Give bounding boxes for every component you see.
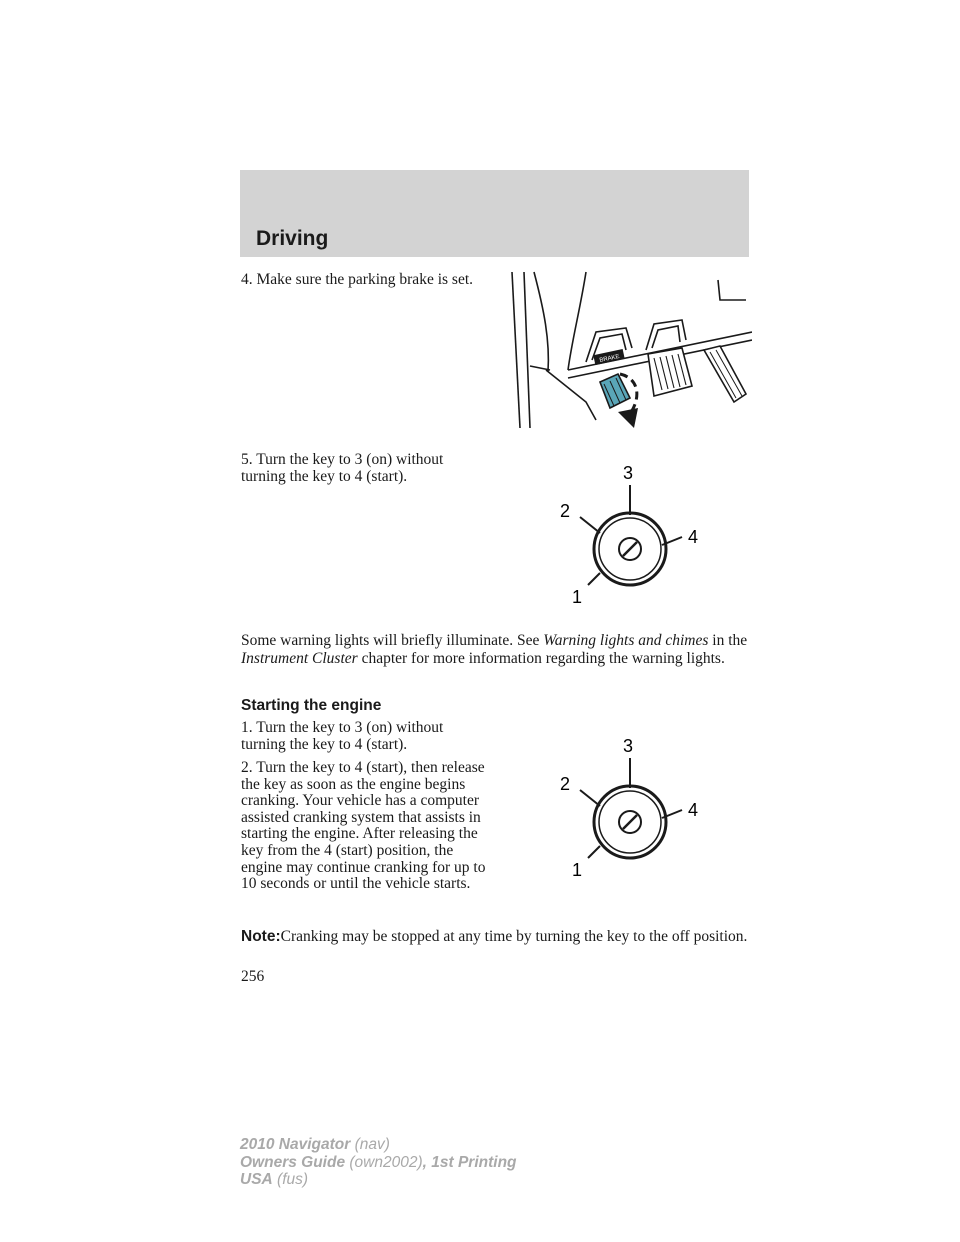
position-4-label: 4 bbox=[688, 527, 699, 547]
ref-instrument-cluster: Instrument Cluster bbox=[241, 650, 358, 667]
ignition-diagram-2 bbox=[550, 728, 720, 883]
position-2-label: 2 bbox=[560, 501, 571, 521]
starting-engine-heading: Starting the engine bbox=[241, 697, 382, 714]
step-4-parking-brake: 4. Make sure the parking brake is set. bbox=[241, 271, 474, 288]
warning-lights-paragraph: Some warning lights will briefly illuminate. See Warning lights and chimes in the Instrument Cluster chapter for more information regarding the warning lights. bbox=[241, 632, 748, 667]
accelerator-pedal bbox=[704, 346, 746, 402]
position-3-label: 3 bbox=[623, 736, 634, 756]
section-header-bar bbox=[240, 170, 749, 257]
page-number: 256 bbox=[241, 968, 265, 985]
ref-warning-lights: Warning lights and chimes bbox=[543, 632, 709, 649]
ignition-diagram-1 bbox=[550, 455, 720, 610]
start-step-2: 2. Turn the key to 4 (start), then release the key as soon as the engine begins cranking. Your vehicle has a computer assisted cranking system that assists in starting the engine. After releasing the key from the 4 (start) position, the engine may continue cranking for up to 10 seconds or until the vehicle starts. bbox=[241, 759, 486, 893]
position-1-label: 1 bbox=[572, 860, 583, 880]
start-step-1: 1. Turn the key to 3 (on) without turning the key to 4 (start). bbox=[241, 719, 444, 753]
brake-label: BRAKE bbox=[599, 353, 621, 364]
position-1-label: 1 bbox=[572, 587, 583, 607]
cranking-note bbox=[241, 929, 751, 946]
brake-pedal bbox=[648, 348, 692, 396]
position-2-label: 2 bbox=[560, 774, 571, 794]
print-footer: 2010 Navigator (nav) Owners Guide (own2002), 1st Printing USA (fus) bbox=[240, 1136, 517, 1188]
note-text: Cranking may be stopped at any time by turning the key to the off position. bbox=[280, 928, 748, 945]
parking-brake-pedal bbox=[600, 374, 630, 408]
position-4-label: 4 bbox=[688, 800, 699, 820]
parking-brake-illustration bbox=[506, 270, 752, 430]
position-3-label: 3 bbox=[623, 463, 634, 483]
note-label: Note: bbox=[241, 928, 281, 945]
step-5-key-on: 5. Turn the key to 3 (on) without turning the key to 4 (start). bbox=[241, 451, 444, 485]
section-title: Driving bbox=[256, 227, 329, 250]
